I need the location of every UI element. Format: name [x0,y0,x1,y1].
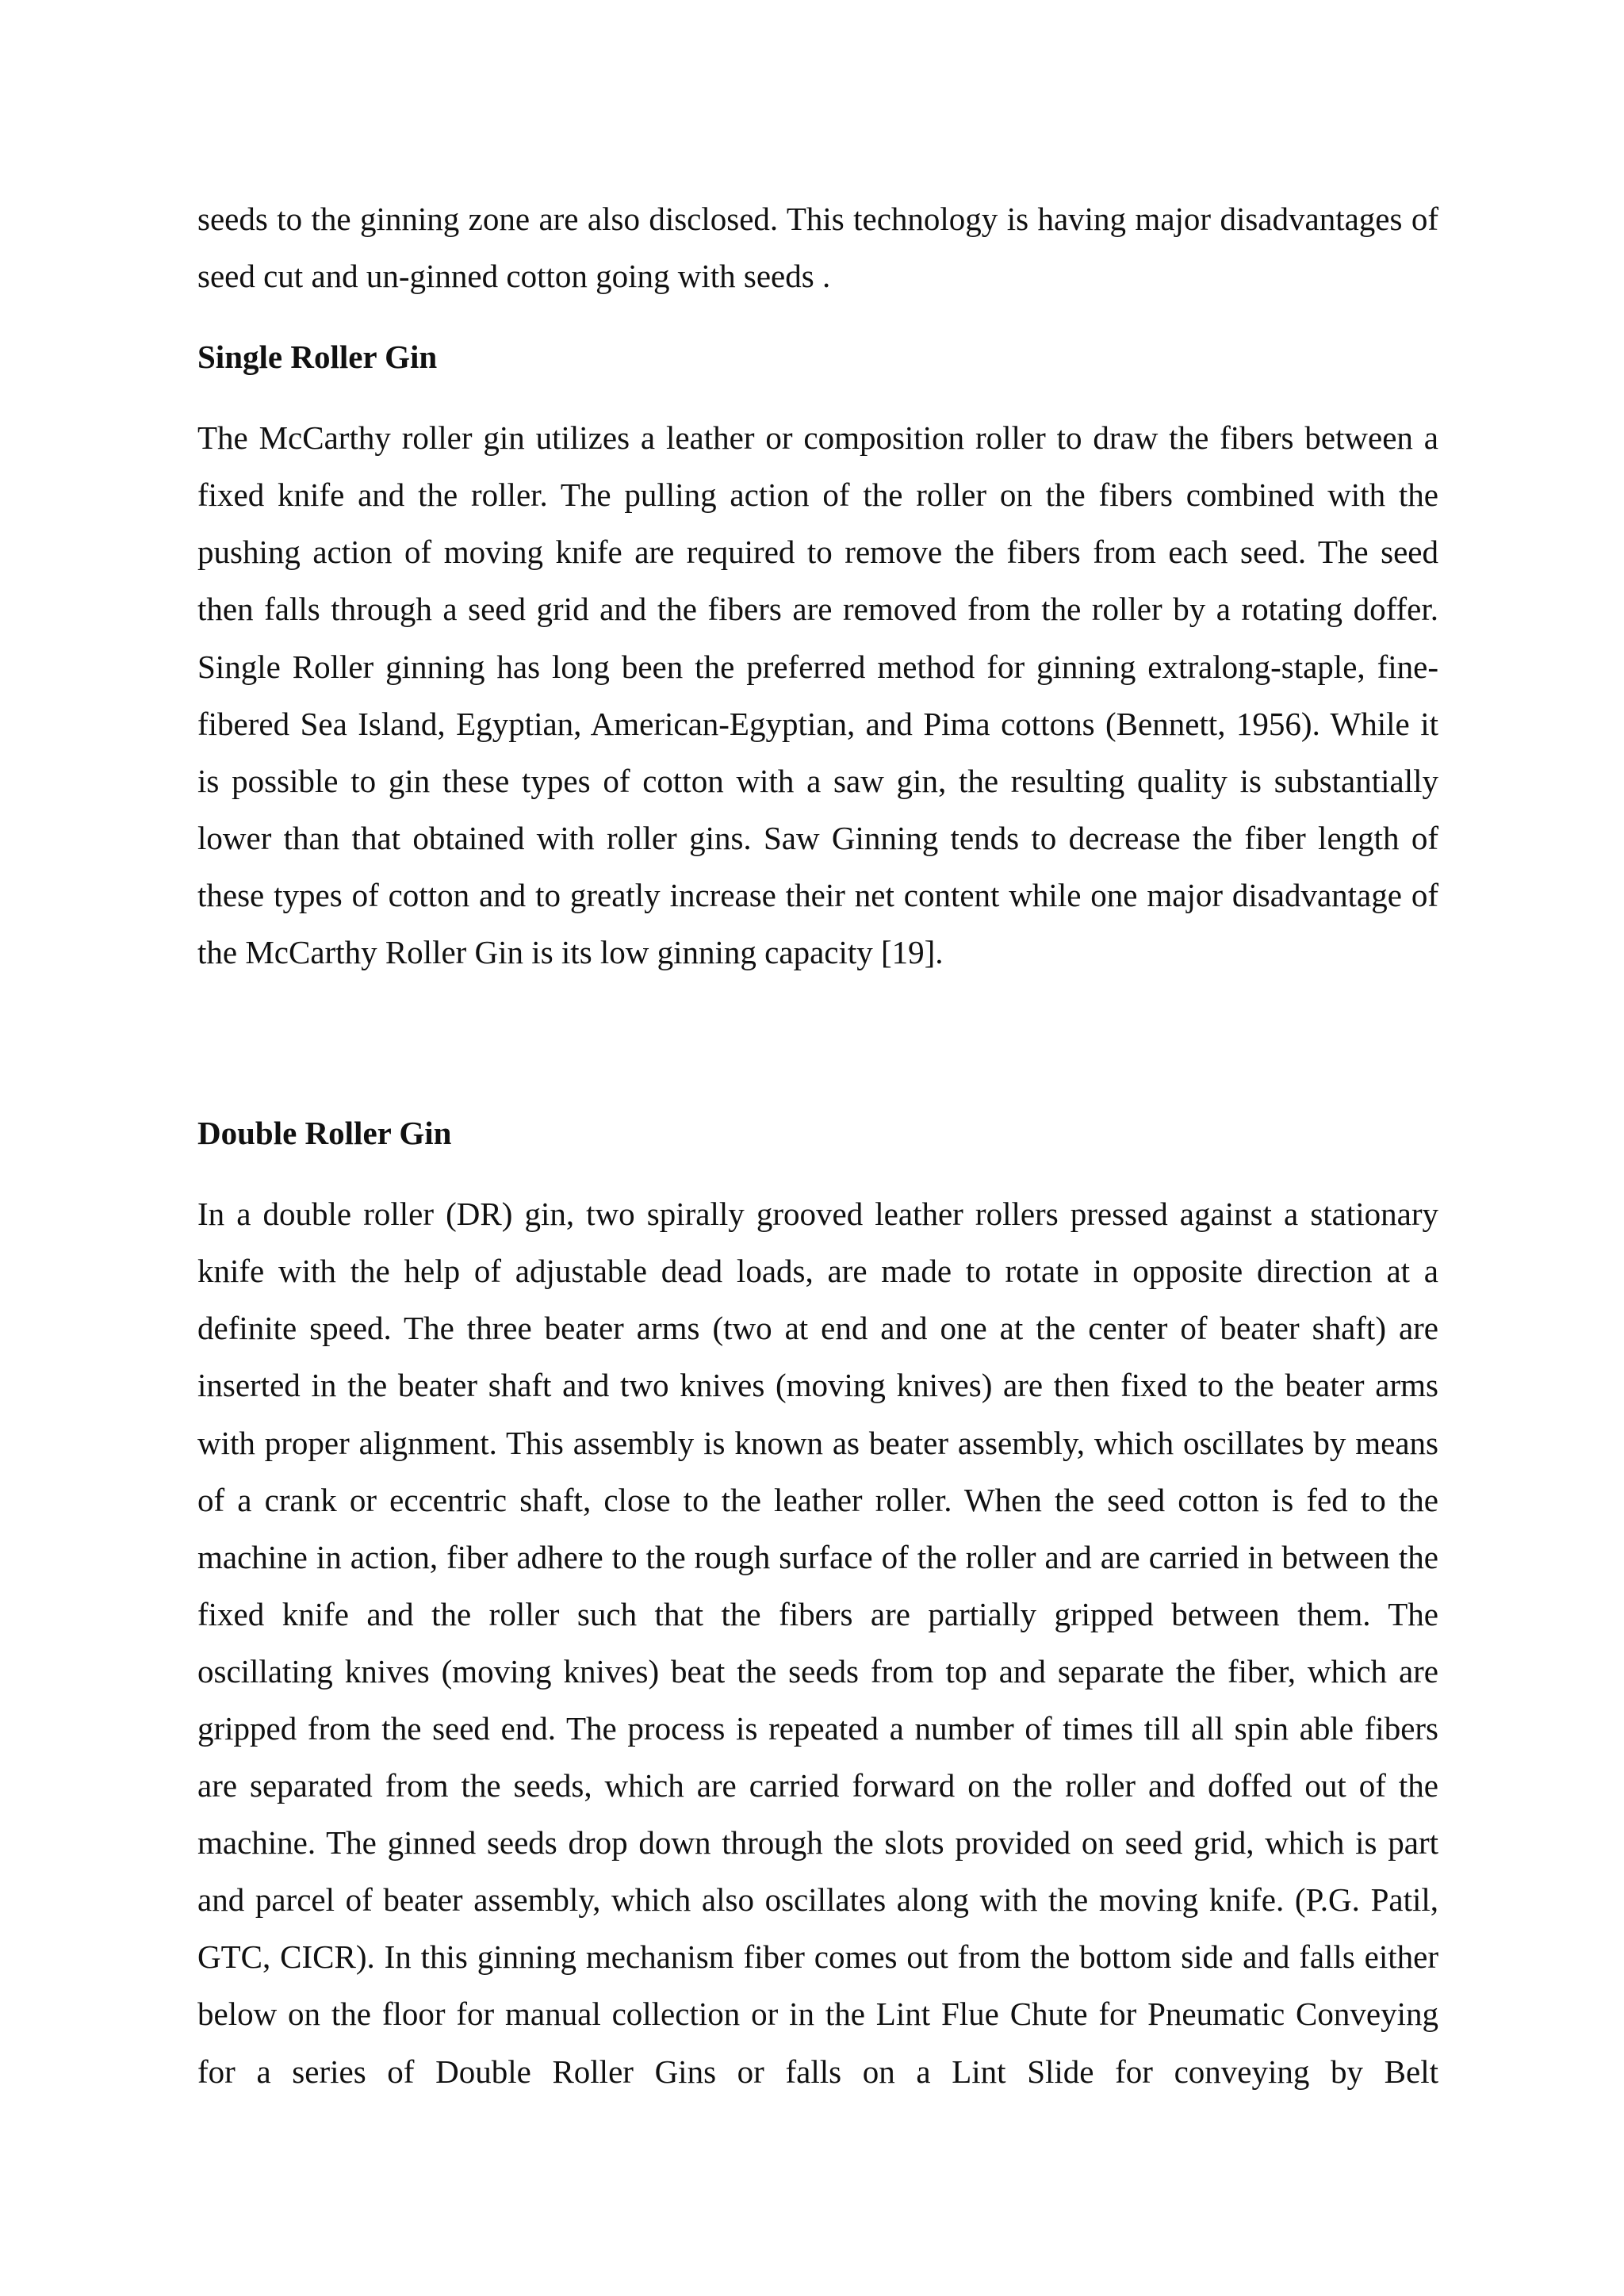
double-roller-gin-paragraph: In a double roller (DR) gin, two spirally grooved leather rollers pressed against a stationary knife with the help of adjustable dead loads, are made to rotate in opposite direction at a definite speed. The three beater arms (two at end and one at the center of beater shaft) are inserted in the beater shaft and two knives (moving knives) are then fixed to the beater arms with proper alignment. This assembly is known as beater assembly, which oscillates by means of a crank or eccentric shaft, close to the leather roller. When the seed cotton is fed to the machine in action, fiber adhere to the rough surface of the roller and are carried in between the fixed knife and the roller such that the fibers are partially gripped between them. The oscillating knives (moving knives) beat the seeds from top and separate the fiber, which are gripped from the seed end. The process is repeated a number of times till all spin able fibers are separated from the seeds, which are carried forward on the roller and doffed out of the machine. The ginned seeds drop down through the slots provided on seed grid, which is part and parcel of beater assembly, which also oscillates along with the moving knife. (P.G. Patil, GTC, CICR). In this ginning mechanism fiber comes out from the bottom side and falls either below on the floor for manual collection or in the Lint Flue Chute for Pneumatic Conveying for a series of Double Roller Gins or falls on a Lint Slide for conveying by Belt [197,1196,1438,2090]
intro-paragraph: seeds to the ginning zone are also disclosed. This technology is having major disadvantages of seed cut and un-ginned cotton going with seeds . [197,201,1438,295]
document-body [197,190,1438,2100]
single-roller-gin-heading: Single Roller Gin [197,339,438,376]
single-roller-gin-paragraph: The McCarthy roller gin utilizes a leather or composition roller to draw the fibers between a fixed knife and the roller. The pulling action of the roller on the fibers combined with the pushing action of moving knife are required to remove the fibers from each seed. The seed then falls through a seed grid and the fibers are removed from the roller by a rotating doffer. Single Roller ginning has long been the preferred method for ginning extralong-staple, fine-fibered Sea Island, Egyptian, American-Egyptian, and Pima cottons (Bennett, 1956). While it is possible to gin these types of cotton with a saw gin, the resulting quality is substantially lower than that obtained with roller gins. Saw Ginning tends to decrease the fiber length of these types of cotton and to greatly increase their net content while one major disadvantage of the McCarthy Roller Gin is its low ginning capacity [19]. [197,419,1438,971]
double-roller-gin-heading: Double Roller Gin [197,1115,452,1152]
